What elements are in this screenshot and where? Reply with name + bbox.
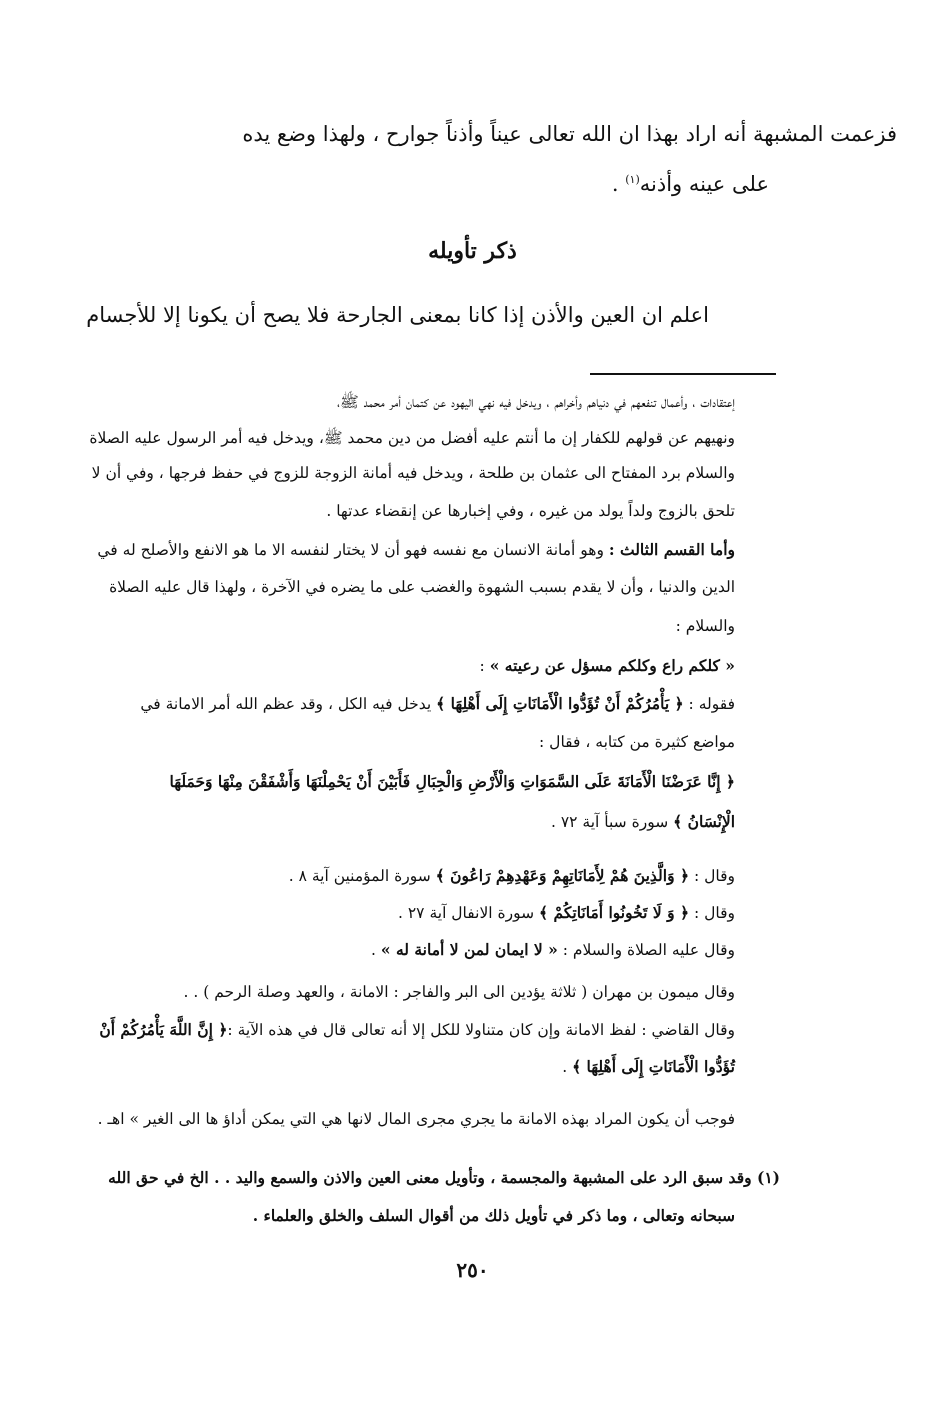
quran-quote-2-line-1: ﴿ إِنَّا عَرَضْنَا الْأَمَانَةَ عَلَى السَّمَوَاتِ وَالْأَرْضِ وَالْجِبَالِ فَأَبَيْنَ أَنْ يَحْمِلْنَهَا وَأَشْفَقْنَ مِنْهَا وَحَمَلَهَا xyxy=(169,772,735,791)
note-line-12-rest: سورة سبأ آية ٧٢ . xyxy=(550,813,674,831)
note-line-14-rest: سورة الانفال آية ٢٧ . xyxy=(398,904,540,922)
note-line-18-rest: . xyxy=(562,1058,573,1076)
note-line-12 xyxy=(551,812,735,831)
page-number: ٢٥٠ xyxy=(456,1258,489,1282)
note-line-13 xyxy=(289,866,735,885)
note-line-4: تلحق بالزوج ولداً يولد من غيره ، وفي إخبارها عن إنقضاء عدتها . xyxy=(326,502,735,520)
third-section-label: وأما القسم الثالث : xyxy=(608,540,735,559)
footnote-marker[interactable]: (١) xyxy=(625,173,640,186)
note-line-13-a: وقال : xyxy=(689,867,735,885)
note-line-13-rest: سورة المؤمنين آية ٨ . xyxy=(288,867,436,885)
quran-quote-1: ﴿ يَأْمُرُكُمْ أَنْ تُؤَدُّوا الْأَمَانَاتِ إِلَى أَهْلِهَا ﴾ xyxy=(436,694,684,713)
note-line-9-rest: يدخل فيه الكل ، وقد عظم الله أمر الامانة في xyxy=(140,695,437,713)
note-line-17 xyxy=(99,1020,735,1039)
hadith-quote-1: « كلكم راع وكلكم مسؤل عن رعيته » xyxy=(489,656,735,675)
note-line-6: الدين والدنيا ، وأن لا يقدم بسبب الشهوة والغضب على ما يضره في الآخرة ، ولهذا قال عليه الصلاة xyxy=(109,578,735,596)
note-line-15 xyxy=(371,940,735,959)
note-line-14 xyxy=(398,903,735,922)
main-line-1: فزعمت المشبهة أنه اراد بهذا ان الله تعالى عيناً وأذناً جوارح ، ولهذا وضع يده xyxy=(242,122,897,146)
quran-quote-2-line-2: الْإِنْسَانُ ﴾ xyxy=(673,812,735,831)
note-line-8 xyxy=(480,656,735,675)
main-line-3: اعلم ان العين والأذن إذا كانا بمعنى الجارحة فلا يصح أن يكونا إلا للأجسام xyxy=(86,303,709,327)
main-line-2-end: . xyxy=(611,172,626,196)
main-line-2-text: على عينه وأذنه xyxy=(639,172,769,196)
footnote-1-line-1: (١) وقد سبق الرد على المشبهة والمجسمة ، وتأويل معنى العين والاذن والسمع واليد . . الخ في حق الله xyxy=(108,1168,780,1187)
hadith-quote-2: « لا ايمان لمن لا أمانة له » xyxy=(380,940,558,959)
note-line-15-rest: . xyxy=(371,941,381,959)
note-line-10: مواضع كثيرة من كتابه ، فقال : xyxy=(539,733,735,751)
quran-quote-4: ﴿ وَ لَا تَخُونُوا أَمَانَاتِكُمْ ﴾ xyxy=(539,903,690,922)
quran-quote-5-part-1: ﴿ إِنَّ اللَّهَ يَأْمُرُكُمْ أَنْ xyxy=(99,1020,228,1039)
note-line-8-rest: : xyxy=(479,657,490,675)
note-line-3: والسلام برد المفتاح الى عثمان بن طلحة ، ويدخل فيه أمانة الزوجة للزوج في حفظ فرجها ، وفي أن لا xyxy=(91,464,735,482)
note-line-5 xyxy=(97,540,735,559)
note-line-19: فوجب أن يكون المراد بهذه الامانة ما يجري مجرى المال لانها هي التي يمكن أداؤ ها الى الغير » اهـ . xyxy=(97,1110,735,1128)
note-line-18 xyxy=(562,1057,735,1076)
notes-separator xyxy=(590,373,776,375)
note-line-5-rest: وهو أمانة الانسان مع نفسه فهو أن لا يختار لنفسه الا ما هو الانفع والأصلح له في xyxy=(97,541,609,559)
note-line-14-a: وقال : xyxy=(689,904,735,922)
note-line-2: ونهيهم عن قولهم للكفار إن ما أنتم عليه أفضل من دين محمد ﷺ، ويدخل فيه أمر الرسول عليه الصلاة xyxy=(89,429,735,447)
footnote-1-line-2: سبحانه وتعالى ، وما ذكر في تأويل ذلك من أقوال السلف والخلق والعلماء . xyxy=(252,1206,735,1225)
note-line-16: وقال ميمون بن مهران ( ثلاثة يؤدين الى البر والفاجر : الامانة ، والعهد وصلة الرحم ) . . xyxy=(183,983,735,1001)
note-line-1: إعتقادات ، وأعمال تنفعهم في دنياهم وأخراهم ، ويدخل فيه نهي اليهود عن كتمان أمر محمد ﷺ، xyxy=(337,393,735,411)
note-line-7: والسلام : xyxy=(675,617,735,635)
quran-quote-3: ﴿ وَالَّذِينَ هُمْ لِأَمَانَاتِهِمْ وَعَهْدِهِمْ رَاعُونَ ﴾ xyxy=(435,866,690,885)
section-heading: ذكر تأويله xyxy=(428,238,517,264)
note-line-9 xyxy=(140,694,735,713)
note-line-17-a: وقال القاضي : لفظ الامانة وإن كان متناولا للكل إلا أنه تعالى قال في هذه الآية : xyxy=(227,1021,735,1039)
note-line-9-a: فقوله : xyxy=(683,695,735,713)
main-line-2 xyxy=(612,172,769,196)
note-line-15-a: وقال عليه الصلاة والسلام : xyxy=(557,941,735,959)
quran-quote-5-part-2: تُؤَدُّوا الْأَمَانَاتِ إِلَى أَهْلِهَا ﴾ xyxy=(572,1057,735,1076)
